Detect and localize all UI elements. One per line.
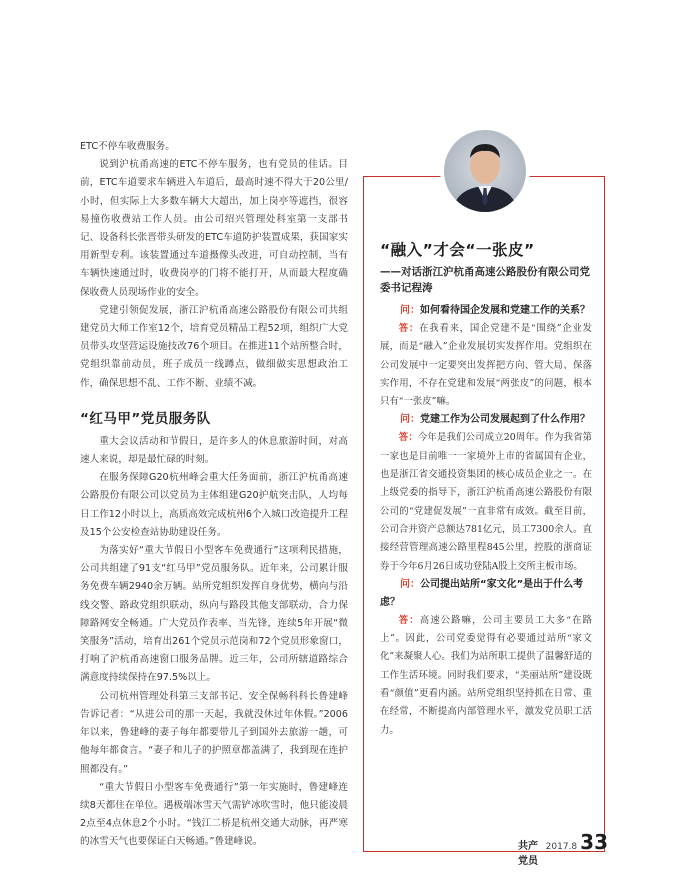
answer	[380, 612, 592, 740]
answer	[380, 320, 592, 411]
answer-text: 今年是我们公司成立20周年。作为我省第一家也是目前唯一一家境外上市的省属国有企业，也是浙江省交通投资集团的核心成员企业之一。在上级党委的指导下，浙江沪杭甬高速公路股份有限公司的“党建促发展”一直非常有成效。截至目前，公司合并资产总额达781亿元，员工7300余人。直接经营管理高速公路里程845公里，控股的浙商证券于今年6月26日成功登陆A股上交所主板市场。	[380, 432, 592, 572]
question	[380, 302, 592, 320]
interview-content	[380, 238, 592, 740]
question-prefix: 问：	[400, 578, 420, 590]
portrait-photo	[444, 130, 526, 212]
person-portrait-icon	[444, 130, 526, 212]
paragraph: ETC不停车收费服务。	[80, 141, 175, 152]
question-prefix: 问：	[400, 305, 420, 316]
portrait-frame	[440, 126, 530, 216]
article-column	[80, 138, 348, 852]
question-text: 公司提出站所“家文化”是出于什么考虑？	[380, 578, 584, 608]
answer	[380, 429, 592, 575]
magazine-name: 共产党员	[518, 841, 538, 867]
question-text: 如何看待国企发展和党建工作的关系？	[420, 305, 590, 316]
page-number: 33	[580, 830, 608, 854]
question-prefix: 问：	[400, 414, 420, 426]
interview-title: “融入”才会“一张皮”	[380, 241, 535, 259]
page-footer	[518, 830, 608, 867]
answer-prefix: 答：	[398, 614, 420, 626]
question	[380, 411, 592, 429]
paragraph: 重大会议活动和节假日，是许多人的休息旅游时间，对高速人来说，却是最忙碌的时刻。	[80, 435, 348, 466]
section-heading: “红马甲”党员服务队	[80, 410, 211, 427]
question-text: 党建工作为公司发展起到了什么作用？	[420, 414, 590, 426]
answer-text: 在我看来，国企党建不是“围绕”企业发展，而是“融入”企业发展切实发挥作用。党组织在公司发展中一定要突出发挥把方向、管大局、保落实作用，不存在党建和发展“两张皮”的问题，根本只有“一张皮”嘛。	[380, 323, 592, 408]
answer-text: 高速公路嘛，公司主要员工大多“在路上”。因此，公司党委觉得有必要通过站所“家文化”来凝聚人心。我们为站所职工提供了温馨舒适的工作生活环境。同时我们要求，“美丽站所”建设既看“颜值”更看内涵。站所党组织坚持抓在日常、重在经常，不断提高内部管理水平，激发党员职工活力。	[380, 614, 592, 736]
paragraph: 说到沪杭甬高速的ETC不停车服务，也有党员的佳话。目前，ETC车道要求车辆进入车道后，最高时速不得大于20公里/小时，但实际上大多数车辆大大超出，加上岗亭等遮挡，很容易撞伤收费站工作人员。由公司绍兴管理处科室第一支部书记、设备科长张晋带头研发的ETC车道防护装置成果，获国家实用新型专利。该装置通过车道摄像头改进，可自动控制，当有车辆快速通过时，收费岗亭的门将不能打开，从而最大程度确保收费人员现场作业的安全。	[80, 159, 348, 298]
paragraph: “重大节假日小型客车免费通行”第一年实施时，鲁建峰连续8天都住在单位。遇极端冰雪天气需铲冰吹雪时，他只能凌晨2点至4点休息2个小时。“钱江二桥是杭州交通大动脉，再严寒的冰雪天气也要保证白天畅通。”鲁建峰说。	[80, 781, 348, 848]
question	[380, 576, 592, 612]
paragraph: 党建引领促发展，浙江沪杭甬高速公路股份有限公司共组建党员大师工作室12个，培育党员精品工程52项，组织广大党员带头攻坚营运设施技改76个项目。在推进11个站所整合时，党组织靠前动员，班子成员一线蹲点，做细做实思想政治工作，确保思想不乱、工作不断、业绩不减。	[80, 304, 348, 389]
paragraph: 在服务保障G20杭州峰会重大任务面前，浙江沪杭甬高速公路股份有限公司以党员为主体组建G20护航突击队，人均每日工作12小时以上，高质高效完成杭州6个入城口改造提升工程及15个公安检查站协助建设任务。	[80, 472, 348, 538]
issue-number: 2017.8	[545, 842, 578, 852]
answer-prefix: 答：	[398, 323, 420, 334]
paragraph: 公司杭州管理处科第三支部书记、安全保畅科科长鲁建峰告诉记者：“从进公司的那一天起，我就没休过年休假。”2006年以来，鲁建峰的妻子每年都要带儿子到国外去旅游一趟，可他每年都食言。“妻子和儿子的护照章都盖满了，我到现在连护照都没有。”	[80, 690, 348, 775]
interview-subtitle: ——对话浙江沪杭甬高速公路股份有限公司党委书记程涛	[380, 266, 590, 294]
answer-prefix: 答：	[398, 432, 418, 444]
paragraph: 为落实好“重大节假日小型客车免费通行”这项利民措施，公司共组建了91支“红马甲”党员服务队。近年来，公司累计服务免费车辆2940余万辆。站所党组织发挥自身优势，横向与沿线交警、路政党组织联动，纵向与路段其他支部联动，合力保障路网安全畅通。广大党员作表率、当先锋，连续5年开展“微笑服务”活动，培育出261个党员示范岗和72个党员形象窗口，打响了沪杭甬高速窗口服务品牌。近三年，公司所辖道路综合满意度持续保持在97.5%以上。	[80, 545, 348, 684]
